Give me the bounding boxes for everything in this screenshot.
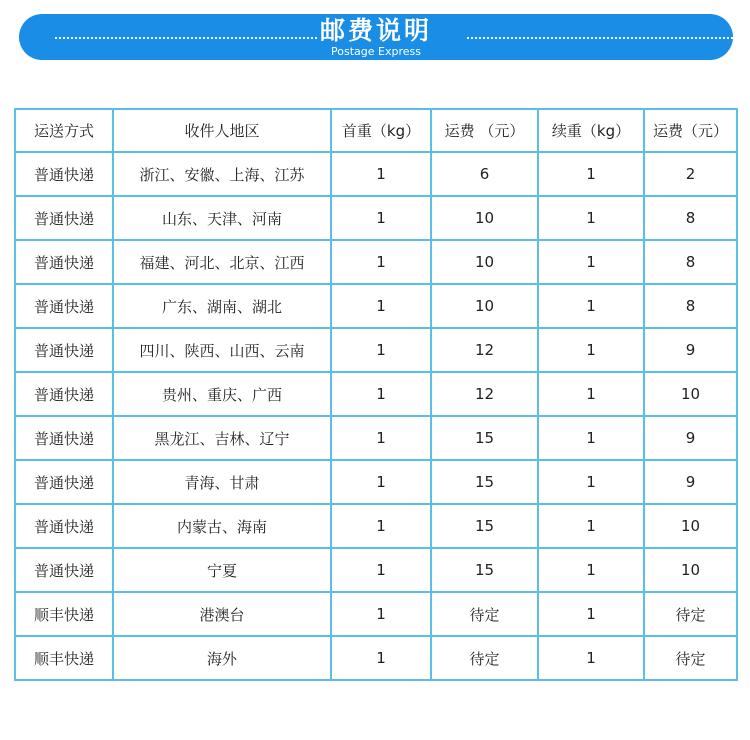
cell-first-fee: 10: [431, 196, 538, 240]
cell-shipping-method: 普通快递: [15, 284, 113, 328]
table-row: [15, 592, 737, 636]
banner-subtitle: Postage Express: [331, 45, 421, 58]
cell-shipping-method: 普通快递: [15, 152, 113, 196]
cell-first-fee: 待定: [431, 592, 538, 636]
cell-additional-fee: 10: [644, 372, 737, 416]
cell-additional-fee: 2: [644, 152, 737, 196]
header-first-fee: 运费 （元）: [431, 109, 538, 152]
table-row: [15, 504, 737, 548]
cell-region: 浙江、安徽、上海、江苏: [113, 152, 331, 196]
cell-first-fee: 12: [431, 372, 538, 416]
header-additional-fee: 运费（元）: [644, 109, 737, 152]
cell-additional-fee: 待定: [644, 636, 737, 680]
cell-first-fee: 15: [431, 460, 538, 504]
table-row: [15, 328, 737, 372]
postage-table: [14, 108, 738, 681]
banner-title: 邮费说明: [319, 16, 432, 45]
title-banner: [19, 14, 733, 60]
cell-region: 广东、湖南、湖北: [113, 284, 331, 328]
table-row: [15, 416, 737, 460]
cell-additional-fee: 9: [644, 416, 737, 460]
cell-first-weight: 1: [331, 328, 431, 372]
cell-additional-weight: 1: [538, 196, 644, 240]
cell-additional-weight: 1: [538, 152, 644, 196]
cell-first-fee: 10: [431, 240, 538, 284]
cell-additional-fee: 9: [644, 328, 737, 372]
cell-first-fee: 15: [431, 548, 538, 592]
cell-region: 内蒙古、海南: [113, 504, 331, 548]
cell-first-weight: 1: [331, 636, 431, 680]
cell-first-fee: 6: [431, 152, 538, 196]
cell-additional-fee: 8: [644, 196, 737, 240]
cell-shipping-method: 普通快递: [15, 504, 113, 548]
cell-first-fee: 12: [431, 328, 538, 372]
cell-additional-fee: 10: [644, 504, 737, 548]
cell-region: 港澳台: [113, 592, 331, 636]
cell-additional-weight: 1: [538, 548, 644, 592]
cell-additional-weight: 1: [538, 372, 644, 416]
cell-first-weight: 1: [331, 196, 431, 240]
cell-shipping-method: 普通快递: [15, 328, 113, 372]
table-row: [15, 196, 737, 240]
cell-region: 四川、陕西、山西、云南: [113, 328, 331, 372]
header-recipient-region: 收件人地区: [113, 109, 331, 152]
cell-shipping-method: 普通快递: [15, 372, 113, 416]
table-row: [15, 460, 737, 504]
cell-shipping-method: 普通快递: [15, 196, 113, 240]
cell-additional-fee: 8: [644, 284, 737, 328]
header-shipping-method: 运送方式: [15, 109, 113, 152]
cell-first-fee: 15: [431, 504, 538, 548]
cell-first-weight: 1: [331, 240, 431, 284]
cell-first-weight: 1: [331, 416, 431, 460]
table-row: [15, 372, 737, 416]
cell-additional-weight: 1: [538, 592, 644, 636]
cell-additional-weight: 1: [538, 504, 644, 548]
cell-first-fee: 15: [431, 416, 538, 460]
cell-shipping-method: 普通快递: [15, 460, 113, 504]
cell-first-fee: 10: [431, 284, 538, 328]
cell-additional-weight: 1: [538, 416, 644, 460]
cell-first-weight: 1: [331, 460, 431, 504]
cell-additional-fee: 8: [644, 240, 737, 284]
cell-first-fee: 待定: [431, 636, 538, 680]
cell-region: 海外: [113, 636, 331, 680]
header-additional-weight: 续重（kg）: [538, 109, 644, 152]
cell-first-weight: 1: [331, 504, 431, 548]
cell-first-weight: 1: [331, 592, 431, 636]
cell-region: 黑龙江、吉林、辽宁: [113, 416, 331, 460]
cell-region: 贵州、重庆、广西: [113, 372, 331, 416]
cell-first-weight: 1: [331, 548, 431, 592]
cell-shipping-method: 普通快递: [15, 240, 113, 284]
cell-additional-weight: 1: [538, 284, 644, 328]
table-row: [15, 548, 737, 592]
cell-shipping-method: 普通快递: [15, 548, 113, 592]
cell-shipping-method: 顺丰快递: [15, 592, 113, 636]
cell-region: 青海、甘肃: [113, 460, 331, 504]
cell-region: 山东、天津、河南: [113, 196, 331, 240]
cell-additional-weight: 1: [538, 328, 644, 372]
header-first-weight: 首重（kg）: [331, 109, 431, 152]
cell-additional-weight: 1: [538, 636, 644, 680]
table-header-row: [15, 109, 737, 152]
cell-additional-fee: 待定: [644, 592, 737, 636]
cell-shipping-method: 普通快递: [15, 416, 113, 460]
table-row: [15, 240, 737, 284]
cell-additional-fee: 10: [644, 548, 737, 592]
table-row: [15, 152, 737, 196]
cell-region: 福建、河北、北京、江西: [113, 240, 331, 284]
cell-first-weight: 1: [331, 284, 431, 328]
cell-first-weight: 1: [331, 372, 431, 416]
cell-additional-weight: 1: [538, 240, 644, 284]
table-row: [15, 636, 737, 680]
cell-additional-fee: 9: [644, 460, 737, 504]
cell-region: 宁夏: [113, 548, 331, 592]
table-row: [15, 284, 737, 328]
cell-first-weight: 1: [331, 152, 431, 196]
cell-additional-weight: 1: [538, 460, 644, 504]
cell-shipping-method: 顺丰快递: [15, 636, 113, 680]
